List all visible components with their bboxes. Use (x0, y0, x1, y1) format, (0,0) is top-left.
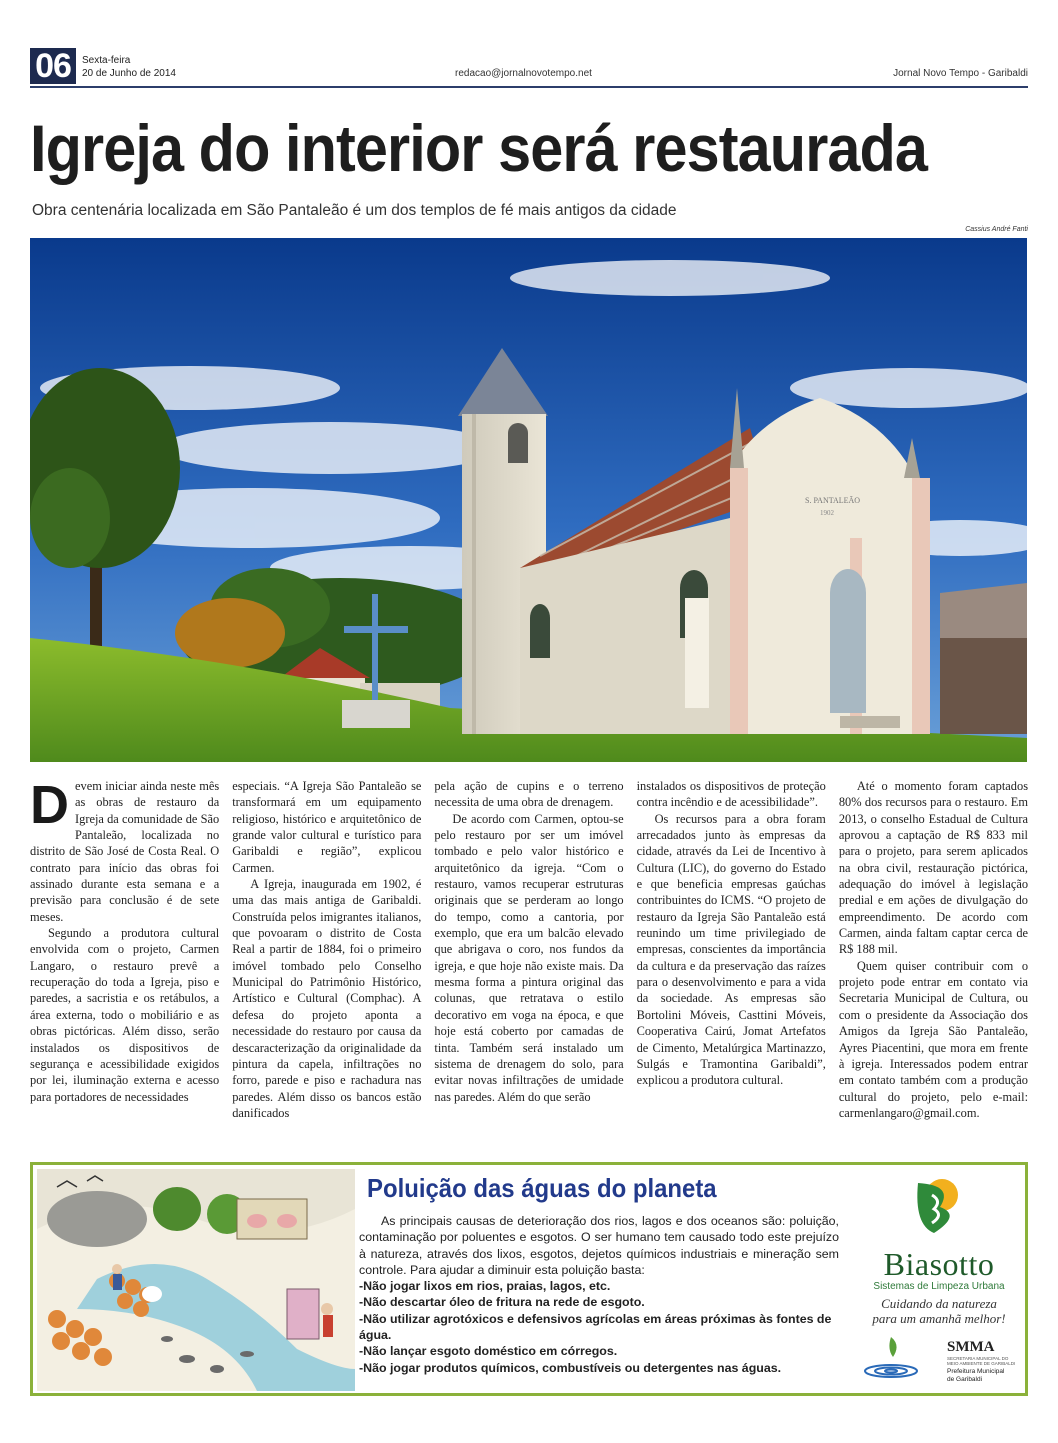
paragraph: Quem quiser contribuir com o projeto pode entrar em contato via Secretaria Municipal de Cultura, ou com o presidente da Associação dos Amigos da Igreja São Pantaleão, Ayres Piacentini, que mora em frente à igreja. Interessados podem entrar em contato também com a produção cultural do projeto, pelo e-mail: carmenlangaro@gmail.com. (838, 958, 1029, 1120)
sponsor-block (855, 1175, 1023, 1391)
article-title: Igreja do interior será restaurada (30, 111, 928, 185)
paragraph: Segundo a produtora cultural envolvida com o projeto, Carmen Langaro, o restauro prevê a recuperação do toda a Igreja, piso e paredes, a sacristia e os retábulos, a área externa, todo o mobiliário e as obras pictóricas. Além disso, serão instalados os dispositivos de segurança e acessibilidade exigidos por lei, iluminação externa e acesso para portadores de necessidades (30, 926, 220, 1104)
church-year: 1902 (820, 509, 834, 517)
drop-cap: D (30, 775, 69, 835)
paragraph: especiais. “A Igreja São Pantaleão se transformará em um equipamento religioso, histórico e arquitetônico de grande valor cultural e turístico para Garibaldi e região”, explicou Carmen. (232, 779, 422, 875)
date: 20 de Junho de 2014 (82, 68, 176, 79)
prefeitura-name: Prefeitura Municipal de Garibaldi (947, 1368, 1005, 1383)
page-header (30, 44, 1028, 88)
article-column-5 (839, 778, 1028, 1150)
article-subtitle: Obra centenária localizada em São Pantaleão é um dos templos de fé mais antigos da cidade (32, 202, 677, 219)
brand-slogan: Cuidando da natureza para um amanhã melhor! (872, 1296, 1006, 1326)
ad-intro: As principais causas de deterioração dos rios, lagos e dos oceanos são: poluição, contaminação por poluentes e esgotos. O ser humano tem causado todo este prejuízo à natureza, através dos lixos, esgotos, dejetos químicos industriais e mineração sem controle. Para ajudar a diminuir esta poluição basta: (359, 1214, 839, 1277)
newspaper-name: Jornal Novo Tempo - Garibaldi (893, 68, 1028, 79)
newsroom-email[interactable]: redacao@jornalnovotempo.net (455, 68, 592, 79)
ad-title: Poluição das águas do planeta (367, 1173, 717, 1203)
paragraph: Os recursos para a obra foram arrecadados junto às empresas da cidade, através da Lei de Incentivo à Cultura (LIC), do governo do Estado e que beneficia empresas gaúchas contribuintes do ICMS. “O projeto de restauro da Igreja São Pantaleão está reunindo um time privilegiado de empresas, conscientes da importância da cultura e da preservação das raízes para o desenvolvimento e para a vida da sociedade. As empresas são Bortolini Móveis, Casttini Móveis, Cooperativa Cairú, Jomat Artefatos de Cimento, Metalúrgica Martinazzo, Sulgás e Tramontina Garibaldi”, explicou a produtora cultural. (636, 811, 826, 1088)
list-item: -Não jogar produtos químicos, combustíveis ou detergentes nas águas. (359, 1360, 782, 1375)
paragraph: instalados os dispositivos de proteção contra incêndio e de acessibilidade”. (636, 779, 826, 810)
paragraph: De acordo com Carmen, optou-se pelo restauro por ser um imóvel tombado e pelo valor histórico e arquitetônico da igreja. “Com o restauro, vamos recuperar estruturas originais que se perderam ao longo do tempo, como a cantoria, por exemplo, que era um balcão elevado que abrigava o coro, nos fundos da igreja, e que hoje não existe mais. Da mesma forma a pintura original das colunas, que retratava o estilo decorativo em voga na época, e que hoje está coberto por camadas de tinta. Também será instalado um sistema de drenagem do solo, para evitar novas infiltrações de umidade nas paredes. Além do que serão (434, 811, 624, 1104)
article-column-1 (30, 775, 220, 1150)
brand-name: Biasotto (883, 1246, 995, 1282)
church-facade-text: S. PANTALEÃO (805, 496, 861, 505)
article-column-3 (434, 778, 623, 1150)
advertisement (30, 1162, 1028, 1396)
church-photo (30, 238, 1027, 762)
pollution-illustration (37, 1169, 355, 1391)
list-item: -Não lançar esgoto doméstico em córregos. (359, 1344, 618, 1359)
prefeitura-water-icon (861, 1331, 941, 1385)
article-body (30, 775, 1029, 1150)
list-item: -Não utilizar agrotóxicos e defensivos agrícolas em áreas próximas às fontes de água. (359, 1311, 832, 1343)
page-number: 06 (30, 48, 76, 84)
article-column-4 (637, 778, 826, 1150)
paragraph: A Igreja, inaugurada em 1902, é uma das mais antiga de Garibaldi. Construída pelos imigrantes italianos, que povoaram o distrito de Costa Real a partir de 1884, foi o primeiro imóvel tombado pelo Conselho Municipal do Patrimônio Histórico, Artístico e Cultural (Comphac). A defesa do projeto aponta a necessidade do restauro por causa da descaracterização da originalidade da pintura da capela, infiltrações no forro, parede e piso e rachadura nas paredes. Além disso os bancos estão danificados (232, 877, 422, 1120)
issue-date (82, 54, 176, 80)
smma-subtitle: SECRETARIA MUNICIPAL DO MEIO AMBIENTE DE GARIBALDI (947, 1356, 1016, 1366)
paragraph: Até o momento foram captados 80% dos recursos para o restauro. Em 2013, o conselho Estadual de Cultura aprovou a captação de R$ 833 mil para o projeto, para serem aplicados na obra civil, restauração pictórica, adequação do imóvel à legislação predial e em ações de divulgação do empreendimento. De acordo com Carmen, ainda faltam captar cerca de R$ 188 mil. (838, 779, 1029, 957)
list-item: -Não jogar lixos em rios, praias, lagos, etc. (359, 1279, 611, 1294)
ad-body (359, 1213, 839, 1376)
paragraph: Devem iniciar ainda neste mês as obras de restauro da Igreja da comunidade de São Pantaleão, localizada no distrito de São José de Costa Real. O contrato para início das obras foi assinado durante esta semana e a previsão para conclusão é de sete meses. (30, 775, 220, 924)
brand-subtitle: Sistemas de Limpeza Urbana (873, 1281, 1005, 1292)
smma-logo (947, 1339, 1021, 1383)
list-item: -Não descartar óleo de fritura na rede de esgoto. (359, 1295, 645, 1310)
biasotto-logo-icon (904, 1175, 974, 1237)
paragraph: pela ação de cupins e o terreno necessita de uma obra de drenagem. (434, 779, 624, 810)
photo-credit: Cassius André Fanti (965, 226, 1028, 233)
article-column-2 (232, 778, 421, 1150)
weekday: Sexta-feira (82, 55, 131, 66)
smma-title: SMMA (947, 1339, 995, 1355)
ad-tips-list (359, 1278, 839, 1376)
